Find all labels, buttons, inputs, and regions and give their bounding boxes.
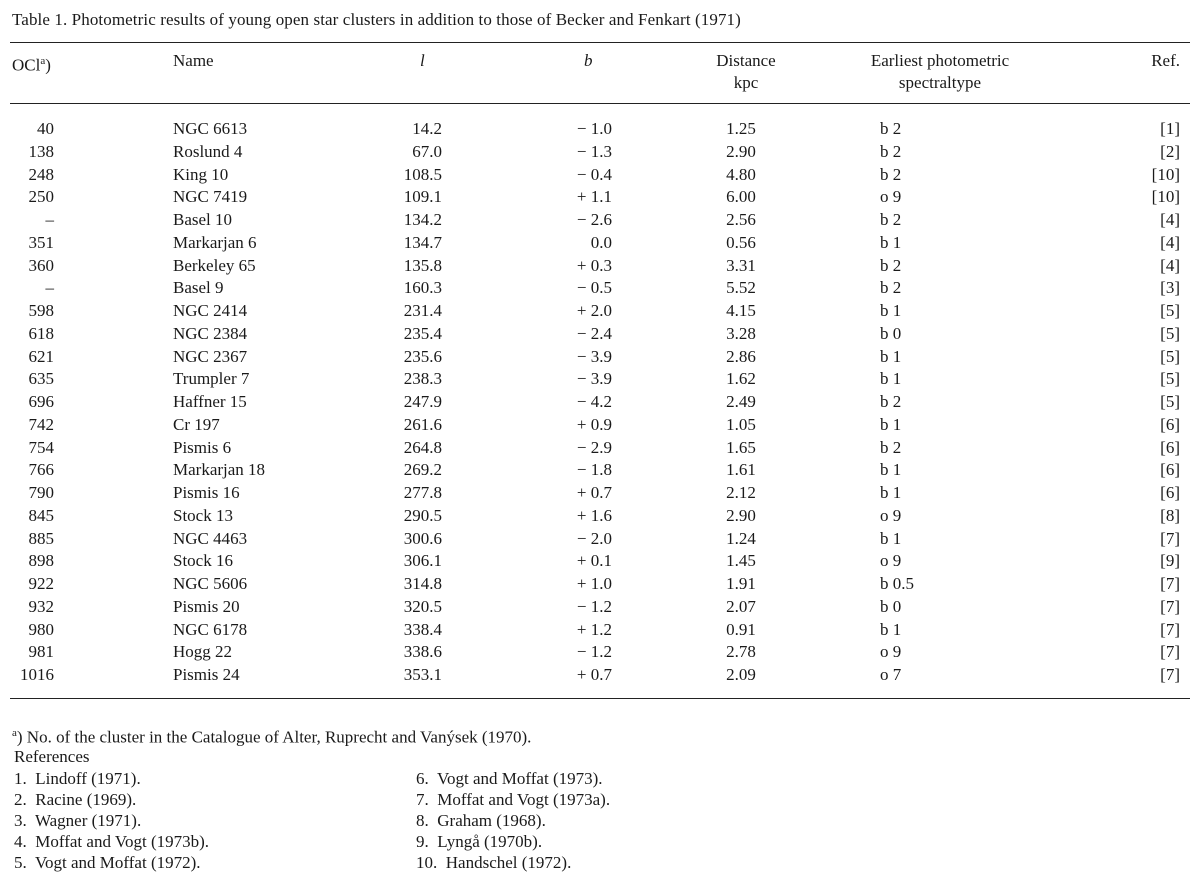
ocl-cell: 138 [28,141,54,161]
name-cell: Markarjan 6 [173,232,257,252]
name-cell: Roslund 4 [173,141,243,161]
latitude-cell: + 0.7 [576,483,612,502]
latitude-cell: − 2.6 [576,210,612,229]
header-distance-line1: Distance [716,51,776,70]
table-row [0,163,1200,186]
table-row [0,481,1200,504]
latitude-cell: + 0.3 [576,255,612,275]
reference-item: 4. Moffat and Vogt (1973b). [14,832,210,851]
ref-cell: [7] [1160,596,1180,616]
spectral-type-cell: b 1 [880,414,902,434]
name-cell: King 10 [173,164,229,184]
ocl-cell: 1016 [20,665,54,684]
ocl-cell: 248 [28,164,54,184]
ref-cell: [2] [1160,141,1180,161]
ref-cell: [3] [1160,278,1180,298]
name-cell: Berkeley 65 [173,255,256,275]
longitude-cell: 247.9 [403,392,442,411]
header-spectral-line2: spectraltype [898,73,982,92]
distance-cell: 1.24 [726,528,756,548]
table-row [0,413,1200,436]
name-cell: NGC 2384 [173,323,248,343]
longitude-cell: 160.3 [403,278,442,298]
ref-cell: [5] [1160,392,1180,411]
longitude-cell: 134.7 [403,232,442,252]
name-cell: NGC 2367 [173,346,248,366]
ref-cell: [10] [1151,187,1180,207]
reference-item: 1. Lindoff (1971). [14,769,141,788]
latitude-cell: − 1.8 [576,460,612,480]
header-rule [10,103,1190,104]
table-row [0,572,1200,595]
spectral-type-cell: b 1 [880,619,902,639]
distance-cell: 1.61 [726,460,756,480]
table-row [0,208,1200,231]
spectral-type-cell: b 1 [880,369,902,389]
distance-cell: 4.80 [726,164,756,184]
longitude-cell: 277.8 [403,483,442,502]
ocl-cell: 898 [28,551,54,571]
ref-cell: [1] [1160,119,1180,138]
longitude-cell: 338.4 [403,619,442,639]
ocl-cell: – [45,210,54,229]
longitude-cell: 235.4 [403,323,442,343]
ocl-cell: 922 [28,574,54,593]
references-title: References [14,747,90,766]
table-row [0,390,1200,413]
reference-item: 7. Moffat and Vogt (1973a). [416,790,611,809]
spectral-type-cell: b 2 [880,119,902,138]
header-ocl [12,50,51,77]
ref-cell: [8] [1160,505,1180,525]
spectral-type-cell: b 1 [880,232,902,252]
distance-cell: 2.86 [726,346,756,366]
distance-cell: 2.09 [726,665,756,684]
distance-cell: 1.25 [726,119,756,138]
name-cell: Basel 10 [173,210,233,229]
name-cell: Hogg 22 [173,642,233,662]
header-ref: Ref. [1151,51,1180,70]
ocl-cell: 980 [28,619,54,639]
ocl-cell: 598 [28,301,54,320]
name-cell: Basel 9 [173,278,224,298]
longitude-cell: 235.6 [403,346,442,366]
header-distance [696,50,796,94]
footnote-text: ) No. of the cluster in the Catalogue of Alter, Ruprecht and Vanýsek (1970). [16,727,532,747]
ref-cell: [7] [1160,665,1180,684]
longitude-cell: 109.1 [403,187,442,207]
ref-cell: [4] [1160,255,1180,275]
name-cell: NGC 4463 [173,528,248,548]
longitude-cell: 269.2 [403,460,442,480]
distance-cell: 2.56 [726,210,756,229]
longitude-cell: 320.5 [403,596,442,616]
reference-item: 8. Graham (1968). [416,811,546,830]
distance-cell: 2.90 [726,505,756,525]
table-row [0,117,1200,140]
longitude-cell: 231.4 [403,301,442,320]
reference-item: 3. Wagner (1971). [14,811,142,830]
latitude-cell: + 0.1 [576,551,612,571]
ocl-cell: 250 [28,187,54,207]
longitude-cell: 261.6 [403,414,442,434]
latitude-cell: − 3.9 [576,346,612,366]
latitude-cell: − 1.2 [576,642,612,662]
latitude-cell: + 2.0 [576,301,612,320]
bottom-rule [10,698,1190,699]
name-cell: NGC 6613 [173,119,248,138]
spectral-type-cell: b 0 [880,596,902,616]
ref-cell: [6] [1160,437,1180,457]
spectral-type-cell: b 0 [880,323,902,343]
latitude-cell: − 1.3 [576,141,612,161]
name-cell: Cr 197 [173,414,220,434]
ref-cell: [7] [1160,528,1180,548]
reference-item: 5. Vogt and Moffat (1972). [14,853,201,872]
ref-cell: [6] [1160,483,1180,502]
longitude-cell: 306.1 [403,551,442,571]
reference-item: 2. Racine (1969). [14,790,137,809]
reference-item: 6. Vogt and Moffat (1973). [416,769,603,788]
ref-cell: [5] [1160,346,1180,366]
spectral-type-cell: b 0.5 [880,574,914,593]
latitude-cell: + 1.2 [576,619,612,639]
name-cell: Pismis 20 [173,596,240,616]
latitude-cell: + 1.6 [576,505,612,525]
name-cell: NGC 5606 [173,574,248,593]
table-row [0,527,1200,550]
header-name: Name [173,51,214,70]
table-row [0,140,1200,163]
header-l: l [420,51,425,70]
spectral-type-cell: b 1 [880,483,902,502]
spectral-type-cell: o 9 [880,187,902,207]
table-row [0,322,1200,345]
distance-cell: 6.00 [726,187,756,207]
table-row [0,595,1200,618]
ref-cell: [4] [1160,232,1180,252]
ocl-cell: 618 [28,323,54,343]
spectral-type-cell: b 1 [880,346,902,366]
ocl-cell: 766 [28,460,54,480]
header-distance-line2: kpc [733,73,759,92]
distance-cell: 1.65 [726,437,756,457]
longitude-cell: 238.3 [403,369,442,389]
distance-cell: 3.31 [726,255,756,275]
table-row [0,254,1200,277]
longitude-cell: 338.6 [403,642,442,662]
ref-cell: [5] [1160,369,1180,389]
latitude-cell: − 0.5 [576,278,612,298]
name-cell: NGC 2414 [173,301,248,320]
name-cell: Trumpler 7 [173,369,250,389]
longitude-cell: 264.8 [403,437,442,457]
name-cell: Stock 13 [173,505,233,525]
spectral-type-cell: b 1 [880,460,902,480]
distance-cell: 1.62 [726,369,756,389]
header-b: b [584,51,593,70]
name-cell: Haffner 15 [173,392,247,411]
spectral-type-cell: o 9 [880,642,902,662]
latitude-cell: − 1.0 [576,119,612,138]
spectral-type-cell: b 2 [880,437,902,457]
table-row [0,185,1200,208]
longitude-cell: 108.5 [403,164,442,184]
ocl-cell: 360 [28,255,54,275]
longitude-cell: 14.2 [412,119,442,138]
longitude-cell: 353.1 [403,665,442,684]
distance-cell: 2.07 [726,596,756,616]
table-row [0,618,1200,641]
spectral-type-cell: b 2 [880,278,902,298]
distance-cell: 1.91 [726,574,756,593]
distance-cell: 0.56 [726,232,756,252]
distance-cell: 3.28 [726,323,756,343]
ocl-cell: 621 [28,346,54,366]
name-cell: Pismis 6 [173,437,232,457]
longitude-cell: 134.2 [403,210,442,229]
ocl-cell: 932 [28,596,54,616]
table-row [0,663,1200,686]
latitude-cell: 0.0 [590,232,612,252]
name-cell: NGC 7419 [173,187,248,207]
name-cell: Stock 16 [173,551,233,571]
distance-cell: 2.12 [726,483,756,502]
latitude-cell: − 2.4 [576,323,612,343]
ref-cell: [9] [1160,551,1180,571]
spectral-type-cell: b 1 [880,301,902,320]
longitude-cell: 67.0 [412,141,442,161]
ref-cell: [7] [1160,619,1180,639]
distance-cell: 0.91 [726,619,756,639]
distance-cell: 2.49 [726,392,756,411]
distance-cell: 1.45 [726,551,756,571]
spectral-type-cell: o 7 [880,665,902,684]
name-cell: Pismis 24 [173,665,240,684]
latitude-cell: − 4.2 [576,392,612,411]
header-spectral-line1: Earliest photometric [870,51,1010,70]
table-row [0,345,1200,368]
name-cell: NGC 6178 [173,619,248,639]
spectral-type-cell: b 2 [880,141,902,161]
ref-cell: [7] [1160,574,1180,593]
header-ocl-label: OCl [12,55,41,75]
latitude-cell: + 1.0 [576,574,612,593]
table-row [0,640,1200,663]
header-spectral [840,50,1040,94]
distance-cell: 4.15 [726,301,756,320]
ocl-cell: 754 [28,437,54,457]
latitude-cell: − 2.0 [576,528,612,548]
longitude-cell: 135.8 [403,255,442,275]
table-row [0,458,1200,481]
ocl-cell: 742 [28,414,54,434]
reference-item: 9. Lyngå (1970b). [416,832,543,851]
longitude-cell: 290.5 [403,505,442,525]
ref-cell: [10] [1151,164,1180,184]
footnote [12,722,531,749]
distance-cell: 2.90 [726,141,756,161]
table-row [0,549,1200,572]
ref-cell: [4] [1160,210,1180,229]
table-row [0,504,1200,527]
ref-cell: [6] [1160,414,1180,434]
footnote-marker: a [12,727,17,739]
ocl-cell: 40 [37,119,54,138]
spectral-type-cell: b 2 [880,210,902,229]
top-rule [10,42,1190,43]
longitude-cell: 300.6 [403,528,442,548]
latitude-cell: − 3.9 [576,369,612,389]
ref-cell: [6] [1160,460,1180,480]
spectral-type-cell: b 2 [880,164,902,184]
ref-cell: [5] [1160,301,1180,320]
ocl-cell: – [45,278,54,298]
distance-cell: 5.52 [726,278,756,298]
ocl-cell: 981 [28,642,54,662]
latitude-cell: + 1.1 [576,187,612,207]
table-caption: Table 1. Photometric results of young open star clusters in addition to those of Becker and Fenkart (1971) [12,10,741,29]
spectral-type-cell: b 2 [880,392,902,411]
latitude-cell: − 1.2 [576,596,612,616]
ocl-cell: 790 [28,483,54,502]
table-row [0,367,1200,390]
spectral-type-cell: o 9 [880,551,902,571]
ocl-cell: 351 [28,232,54,252]
ocl-cell: 696 [28,392,54,411]
spectral-type-cell: o 9 [880,505,902,525]
table-row [0,436,1200,459]
distance-cell: 1.05 [726,414,756,434]
header-ocl-close: ) [45,55,51,75]
latitude-cell: + 0.7 [576,665,612,684]
name-cell: Markarjan 18 [173,460,266,480]
table-row [0,276,1200,299]
ocl-cell: 885 [28,528,54,548]
latitude-cell: + 0.9 [576,414,612,434]
header-ocl-sup: a [40,55,46,67]
ocl-cell: 635 [28,369,54,389]
ocl-cell: 845 [28,505,54,525]
ref-cell: [5] [1160,323,1180,343]
spectral-type-cell: b 2 [880,255,902,275]
reference-item: 10. Handschel (1972). [416,853,572,872]
ref-cell: [7] [1160,642,1180,662]
spectral-type-cell: b 1 [880,528,902,548]
longitude-cell: 314.8 [403,574,442,593]
distance-cell: 2.78 [726,642,756,662]
name-cell: Pismis 16 [173,483,240,502]
table-row [0,231,1200,254]
table-row [0,299,1200,322]
latitude-cell: − 2.9 [576,437,612,457]
latitude-cell: − 0.4 [576,164,612,184]
